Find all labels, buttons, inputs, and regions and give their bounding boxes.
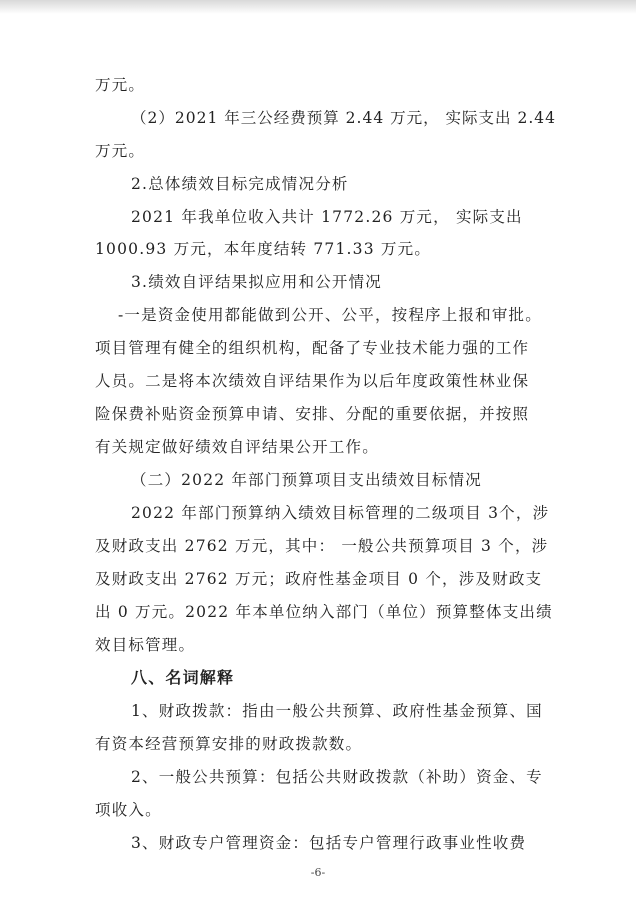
subsection-heading: （二）2022 年部门预算项目支出绩效目标情况 [131,471,482,489]
text-line-21: 有资本经营预算安排的财政拨款数。 [95,735,363,753]
text-line-23: 项收入。 [95,801,162,819]
text-line-9: 项目管理有健全的组织机构，配备了专业技术能力强的工作 [95,339,530,357]
text-line-5: 2021 年我单位收入共计 1772.26 万元， 实际支出 [131,208,523,226]
text-line-24: 3、财政专户管理资金：包括专户管理行政事业性收费 [131,834,527,852]
section-heading-2: 2.总体绩效目标完成情况分析 [131,175,349,193]
text-line-22: 2、一般公共预算：包括公共财政拨款（补助）资金、专 [131,768,543,786]
text-line-16: 及财政支出 2762 万元；政府性基金项目 0 个，涉及财政支 [95,570,543,588]
text-line-2: （2）2021 年三公经费预算 2.44 万元， 实际支出 2.44 [131,109,556,127]
text-line-18: 效目标管理。 [95,636,196,654]
text-line-11: 险保费补贴资金预算申请、安排、分配的重要依据，并按照 [95,405,530,423]
text-line-20: 1、财政拨款：指由一般公共预算、政府性基金预算、国 [131,702,543,720]
text-line-1: 万元。 [95,76,146,94]
text-line-14: 2022 年部门预算纳入绩效目标管理的二级项目 3个，涉 [131,504,550,522]
text-line-15: 及财政支出 2762 万元，其中： 一般公共预算项目 3 个，涉 [95,537,549,555]
text-line-17: 出 0 万元。2022 年本单位纳入部门（单位）预算整体支出绩 [95,603,553,621]
section-heading-glossary: 八、名词解释 [131,668,235,687]
text-line-8: -一是资金使用都能做到公开、公平，按程序上报和审批。 [118,306,542,324]
text-line-10: 人员。二是将本次绩效自评结果作为以后年度政策性林业保 [95,372,530,390]
text-line-3: 万元。 [95,142,146,160]
page-number: -6- [310,866,326,879]
section-heading-3: 3.绩效自评结果拟应用和公开情况 [131,273,382,291]
text-line-12: 有关规定做好绩效自评结果公开工作。 [95,438,379,456]
text-line-6: 1000.93 万元，本年度结转 771.33 万元。 [95,240,432,258]
